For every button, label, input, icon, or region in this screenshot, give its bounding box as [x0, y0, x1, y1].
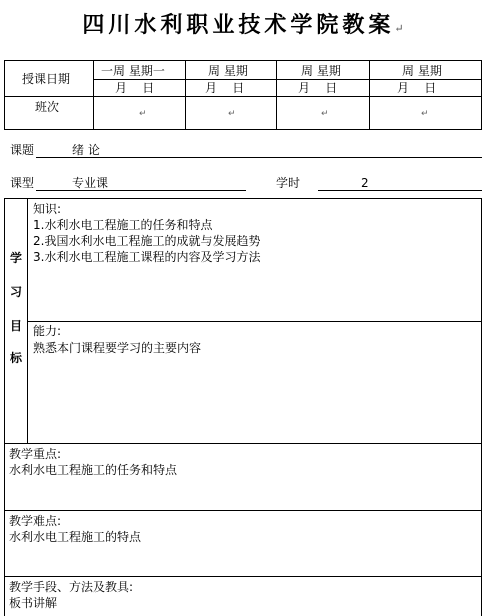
- table-divider: [93, 79, 481, 80]
- topic-label: 课题: [10, 143, 35, 157]
- week-cell-2: 周 星期: [208, 64, 248, 78]
- hours-label: 学时: [276, 176, 301, 190]
- schedule-table: [4, 60, 482, 130]
- objectives-side-char: 标: [9, 351, 22, 365]
- knowledge-item: 2.我国水利水电工程施工的成就与发展趋势: [33, 234, 261, 248]
- methods-text: 板书讲解: [9, 596, 58, 610]
- knowledge-item: 1.水利水电工程施工的任务和特点: [33, 218, 213, 232]
- paragraph-mark: ↵: [421, 109, 429, 119]
- type-value: 专业课: [72, 176, 109, 190]
- difficulties-text: 水利水电工程施工的特点: [9, 530, 142, 544]
- type-label: 课型: [10, 176, 35, 190]
- paragraph-mark: ↵: [139, 109, 147, 119]
- key-points-label: 教学重点:: [9, 447, 62, 461]
- hours-value: 2: [361, 176, 369, 190]
- table-divider: [5, 96, 481, 97]
- ability-text: 熟悉本门课程要学习的主要内容: [33, 341, 202, 355]
- month-day-1: 月 日: [115, 81, 155, 95]
- objectives-box: [4, 198, 482, 444]
- week-cell-4: 周 星期: [402, 64, 442, 78]
- document-title: [0, 8, 486, 39]
- table-divider: [93, 61, 94, 129]
- methods-section: [4, 576, 482, 616]
- type-underline: [36, 190, 246, 191]
- knowledge-item: 3.水利水电工程施工课程的内容及学习方法: [33, 250, 261, 264]
- objectives-side-char: 学: [9, 251, 22, 265]
- key-points-section: [4, 443, 482, 511]
- table-divider: [276, 61, 277, 129]
- title-text: 四川水利职业技术学院教案: [82, 12, 395, 38]
- knowledge-label: 知识:: [33, 202, 62, 216]
- ability-label: 能力:: [33, 324, 62, 338]
- paragraph-mark: ↵: [228, 109, 236, 119]
- table-divider: [185, 61, 186, 129]
- key-points-text: 水利水电工程施工的任务和特点: [9, 463, 178, 477]
- difficulties-section: [4, 510, 482, 577]
- objectives-divider: [27, 321, 481, 322]
- month-day-3: 月 日: [298, 81, 338, 95]
- topic-value: 绪 论: [72, 143, 100, 157]
- class-label: 班次: [35, 100, 60, 114]
- objectives-side-char: 目: [9, 319, 22, 333]
- week-cell-3: 周 星期: [301, 64, 341, 78]
- topic-underline: [36, 157, 482, 158]
- paragraph-mark: ↵: [321, 109, 329, 119]
- table-divider: [369, 61, 370, 129]
- difficulties-label: 教学难点:: [9, 514, 62, 528]
- month-day-4: 月 日: [397, 81, 437, 95]
- methods-label: 教学手段、方法及教具:: [9, 580, 134, 594]
- paragraph-mark: ↵: [394, 22, 404, 35]
- hours-underline: [318, 190, 482, 191]
- date-label: 授课日期: [22, 72, 71, 86]
- objectives-side-char: 习: [9, 285, 22, 299]
- week-cell-1: 一周 星期一: [101, 64, 165, 78]
- month-day-2: 月 日: [205, 81, 245, 95]
